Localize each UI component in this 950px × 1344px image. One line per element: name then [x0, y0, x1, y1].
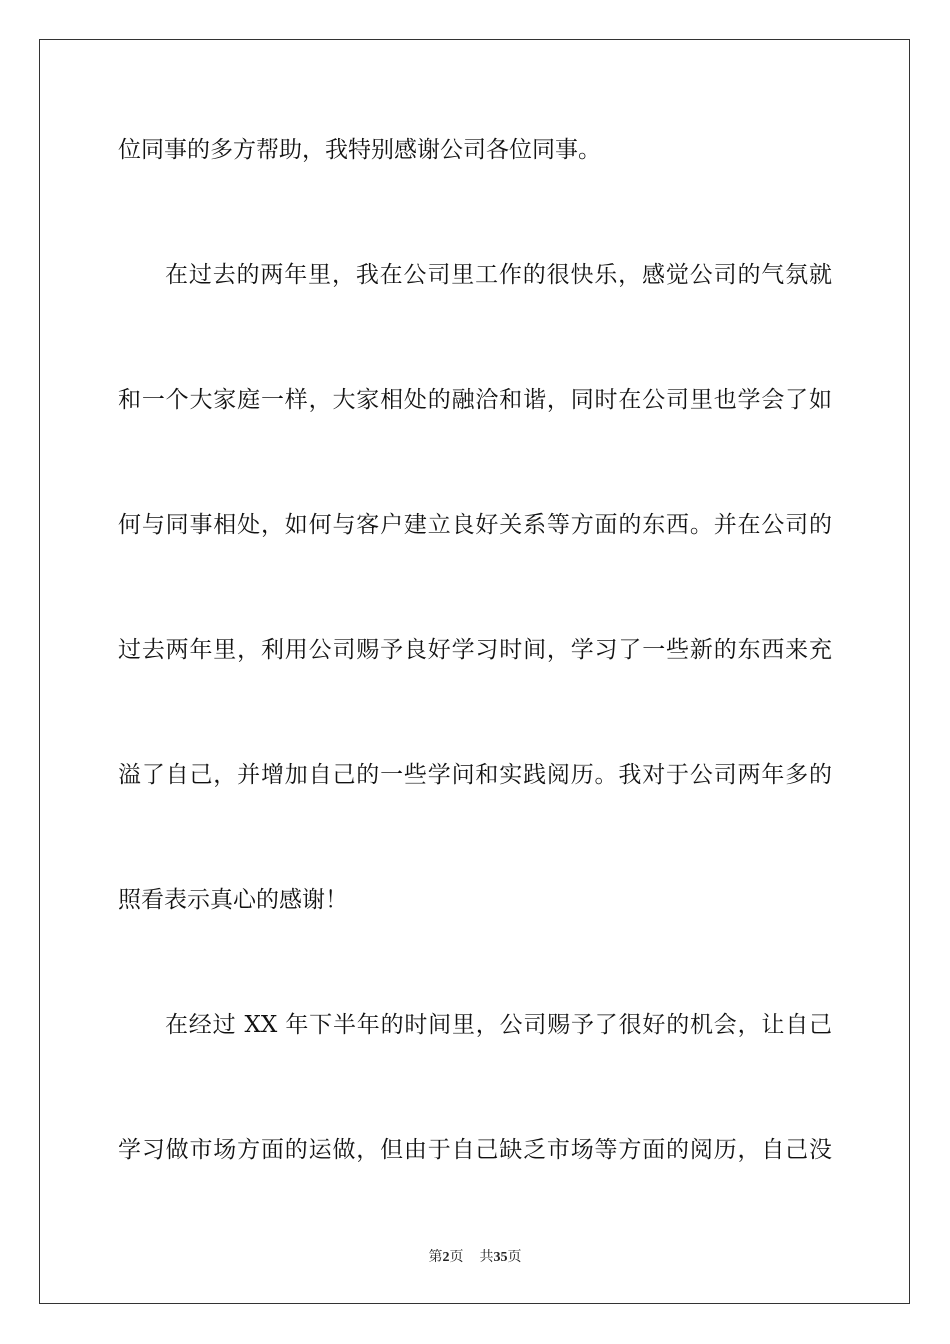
page-border	[39, 39, 910, 1304]
total-prefix: 共	[479, 1249, 494, 1265]
total-pages: 35	[493, 1250, 508, 1265]
paragraph-line: 过去两年里，利用公司赐予良好学习时间，学习了一些新的东西来充	[118, 637, 832, 663]
page-footer	[0, 1247, 950, 1268]
paragraph-line: 何与同事相处，如何与客户建立良好关系等方面的东西。并在公司的	[118, 512, 832, 538]
paragraph-line: 在过去的两年里，我在公司里工作的很快乐，感觉公司的气氛就	[165, 262, 832, 288]
paragraph-line: 溢了自己，并增加自己的一些学问和实践阅历。我对于公司两年多的	[118, 762, 832, 788]
paragraph-line: 学习做市场方面的运做，但由于自己缺乏市场等方面的阅历，自己没	[118, 1137, 832, 1163]
page-prefix: 第	[428, 1249, 443, 1265]
page-suffix: 页	[449, 1249, 464, 1265]
paragraph-line: 在经过 XX 年下半年的时间里，公司赐予了很好的机会，让自己	[165, 1012, 832, 1038]
paragraph-line: 和一个大家庭一样，大家相处的融洽和谐，同时在公司里也学会了如	[118, 387, 832, 413]
total-suffix: 页	[507, 1249, 522, 1265]
page-number: 2	[442, 1250, 450, 1265]
paragraph-line: 照看表示真心的感谢！	[118, 887, 348, 913]
paragraph-line: 位同事的多方帮助，我特别感谢公司各位同事。	[118, 137, 601, 163]
